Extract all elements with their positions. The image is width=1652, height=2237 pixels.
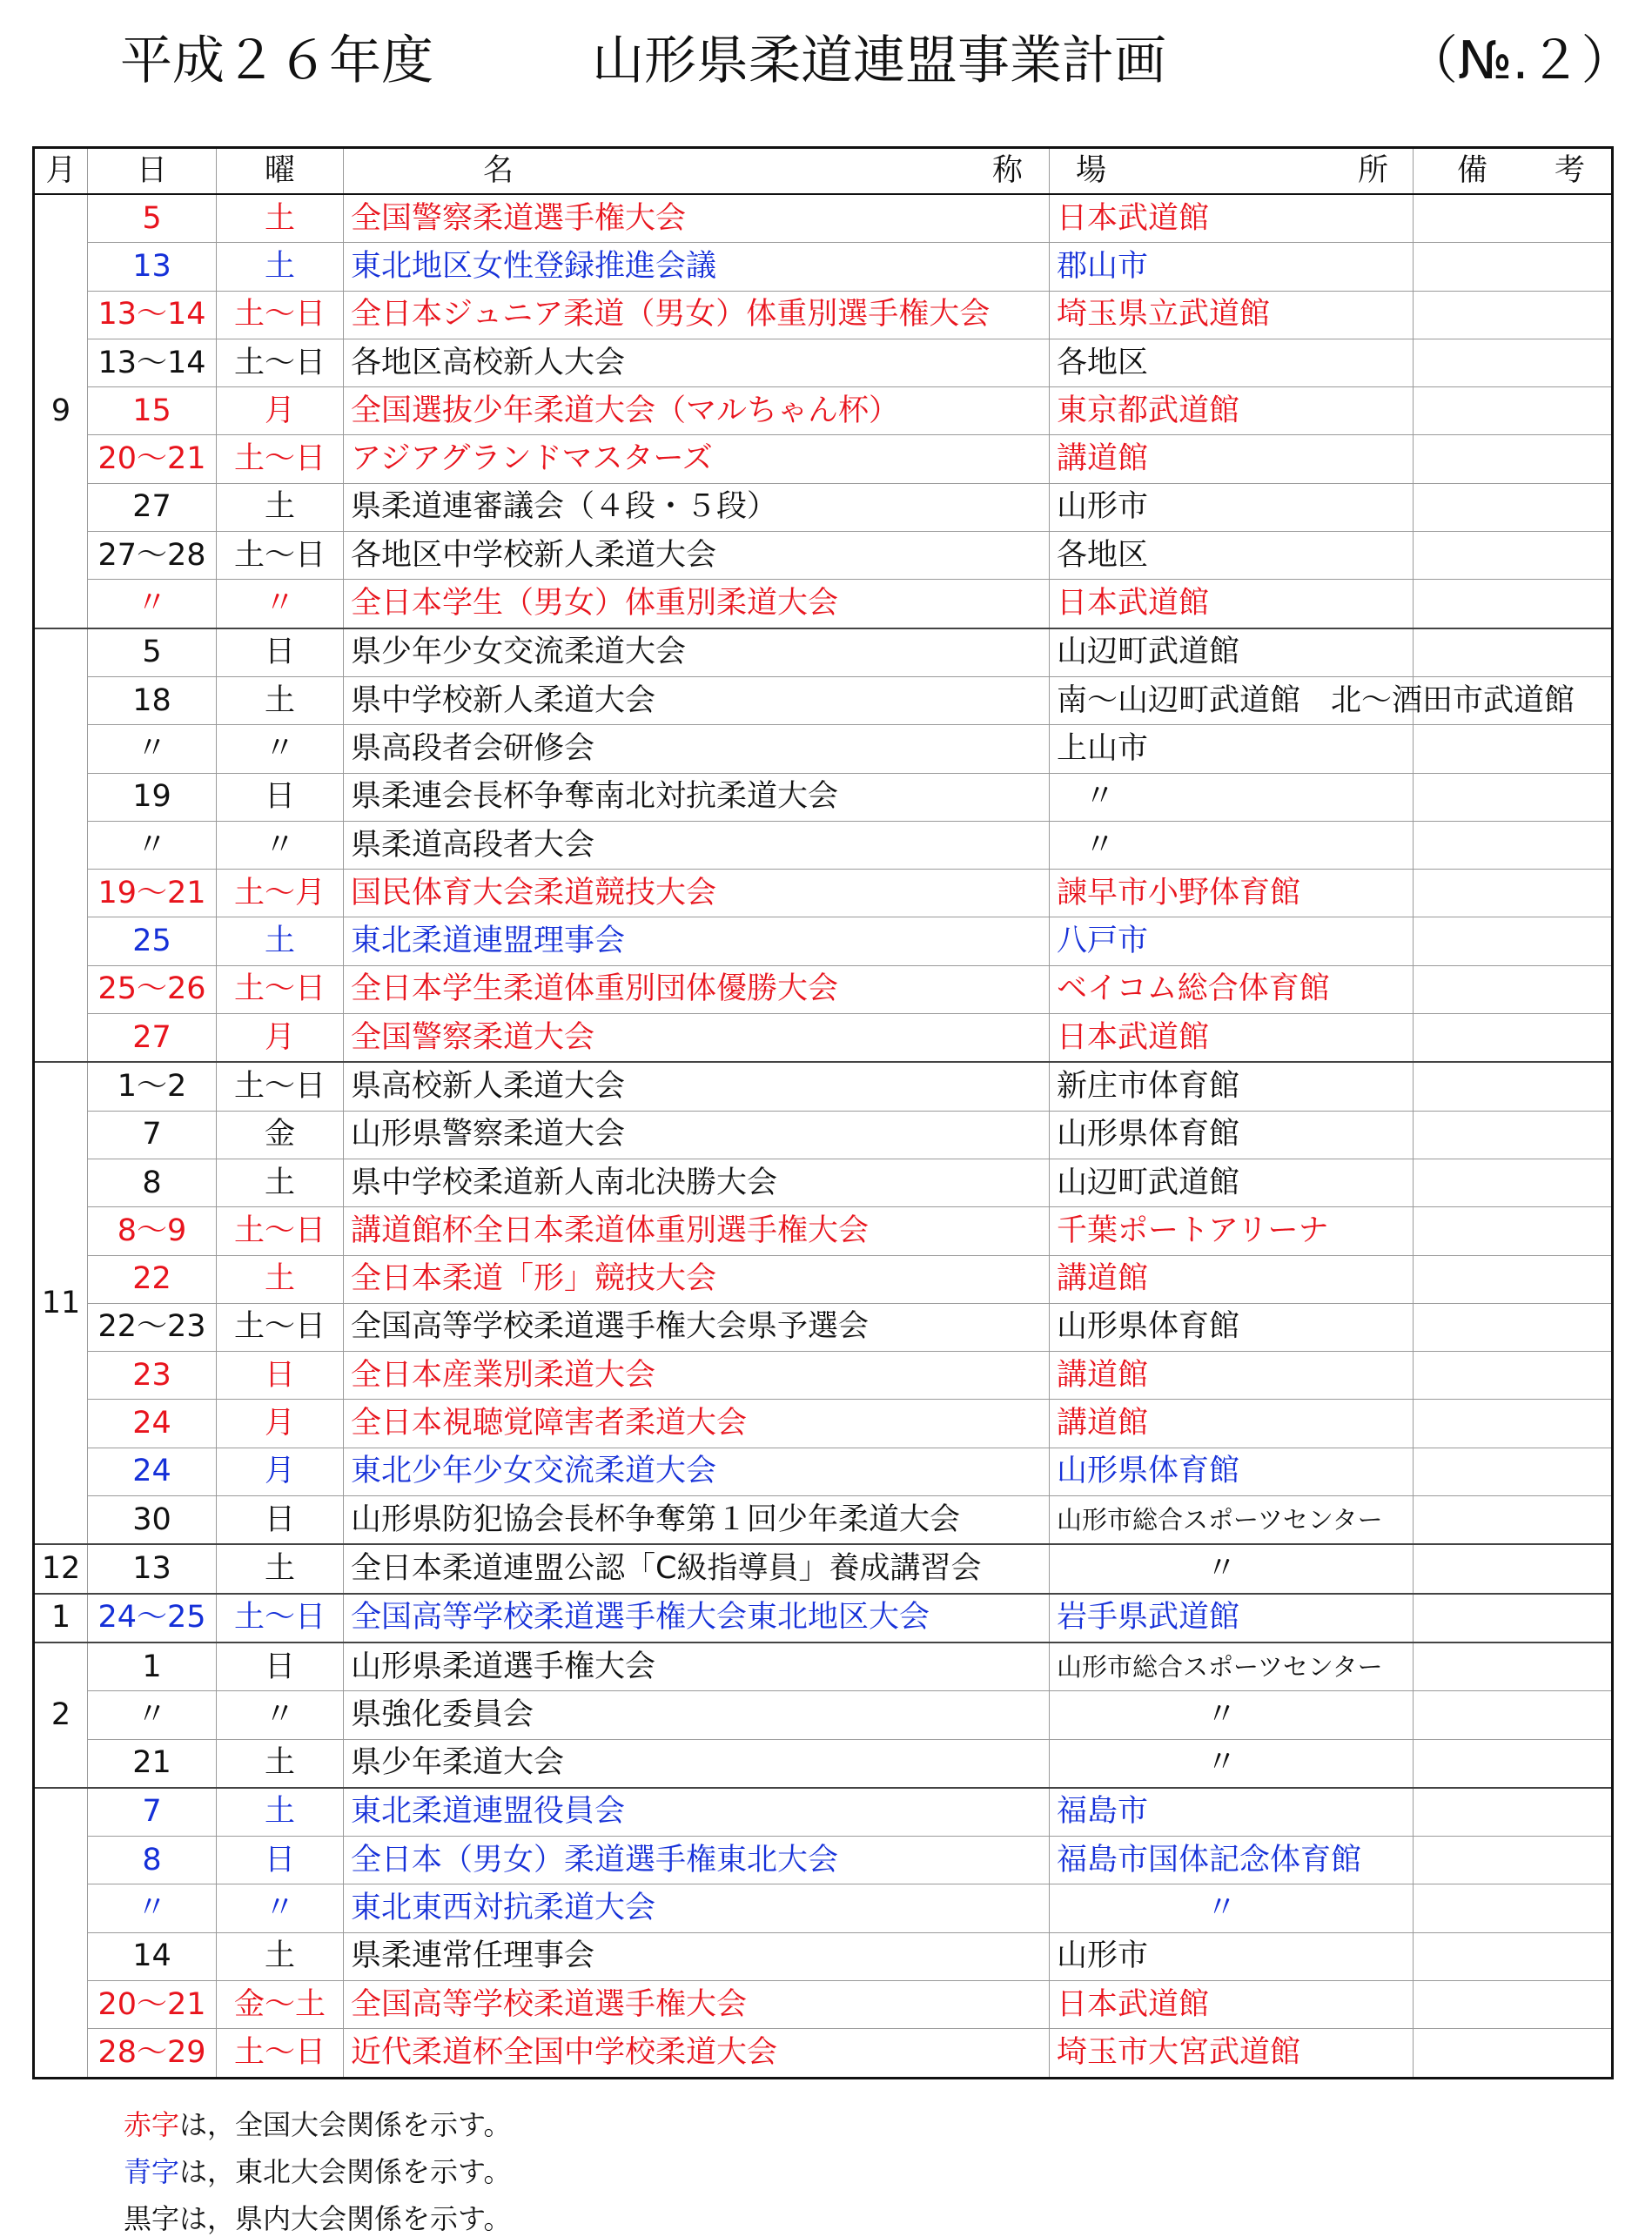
note-cell — [1414, 1207, 1613, 1255]
table-row — [34, 387, 1613, 435]
place-cell: 〃 — [1050, 1884, 1414, 1932]
place-cell: 埼玉市大宮武道館 — [1050, 2029, 1414, 2078]
note-cell — [1414, 1642, 1613, 1691]
note-cell — [1414, 1448, 1613, 1495]
weekday-cell: 日 — [217, 1496, 344, 1545]
note-cell — [1414, 1837, 1613, 1884]
table-row — [34, 725, 1613, 773]
event-name-cell: 山形県柔道選手権大会 — [344, 1642, 1050, 1691]
weekday-cell: 月 — [217, 1400, 344, 1448]
place-cell: 郡山市 — [1050, 243, 1414, 291]
note-cell — [1414, 1739, 1613, 1788]
place-cell: 千葉ポートアリーナ — [1050, 1207, 1414, 1255]
day-cell: 13〜14 — [88, 339, 217, 386]
event-name-cell: 東北柔道連盟役員会 — [344, 1788, 1050, 1837]
day-cell: 24〜25 — [88, 1594, 217, 1642]
weekday-cell: 土 — [217, 1159, 344, 1206]
header-day: 日 — [88, 148, 217, 195]
note-cell — [1414, 1159, 1613, 1206]
weekday-cell: 〃 — [217, 580, 344, 628]
day-cell: 13〜14 — [88, 291, 217, 339]
day-cell: 21 — [88, 1739, 217, 1788]
day-cell: 1 — [88, 1642, 217, 1691]
weekday-cell: 土 — [217, 917, 344, 965]
weekday-cell: 〃 — [217, 725, 344, 773]
place-cell: 山形市総合スポーツセンター — [1050, 1496, 1414, 1545]
table-row — [34, 1739, 1613, 1788]
place-cell: 上山市 — [1050, 725, 1414, 773]
event-name-cell: 各地区高校新人大会 — [344, 339, 1050, 386]
event-name-cell: 県少年柔道大会 — [344, 1739, 1050, 1788]
event-name-cell: 全日本視聴覚障害者柔道大会 — [344, 1400, 1050, 1448]
table-header-row — [34, 148, 1613, 195]
table-row — [34, 1062, 1613, 1111]
day-cell: 5 — [88, 628, 217, 677]
note-cell — [1414, 243, 1613, 291]
table-row — [34, 1544, 1613, 1593]
place-cell: 山形県体育館 — [1050, 1303, 1414, 1351]
table-row — [34, 339, 1613, 386]
event-name-cell: 全日本柔道「形」競技大会 — [344, 1255, 1050, 1303]
note-cell — [1414, 1496, 1613, 1545]
legend-key: 黒字 — [124, 2202, 180, 2235]
place-cell: 日本武道館 — [1050, 580, 1414, 628]
weekday-cell: 土 — [217, 1544, 344, 1593]
note-cell — [1414, 1544, 1613, 1593]
day-cell: 22〜23 — [88, 1303, 217, 1351]
note-cell — [1414, 2029, 1613, 2078]
day-cell: 〃 — [88, 580, 217, 628]
place-cell: 山形市総合スポーツセンター — [1050, 1642, 1414, 1691]
table-row — [34, 1400, 1613, 1448]
page-number-label: （№.２） — [1406, 30, 1634, 91]
table-row — [34, 821, 1613, 869]
day-cell: 7 — [88, 1788, 217, 1837]
weekday-cell: 土 — [217, 483, 344, 531]
header-weekday: 曜 — [217, 148, 344, 195]
day-cell: 19〜21 — [88, 870, 217, 917]
day-cell: 19 — [88, 773, 217, 821]
place-cell: 山形市 — [1050, 483, 1414, 531]
note-cell — [1414, 628, 1613, 677]
table-row — [34, 1788, 1613, 1837]
day-cell: 23 — [88, 1352, 217, 1400]
table-row — [34, 1642, 1613, 1691]
weekday-cell: 土 — [217, 1739, 344, 1788]
weekday-cell: 土〜日 — [217, 1062, 344, 1111]
note-cell — [1414, 1400, 1613, 1448]
note-cell — [1414, 483, 1613, 531]
place-cell: 〃 — [1050, 821, 1414, 869]
table-row — [34, 1014, 1613, 1063]
event-name-cell: 県高段者会研修会 — [344, 725, 1050, 773]
legend-key: 赤字 — [124, 2108, 180, 2141]
table-row — [34, 1255, 1613, 1303]
event-name-cell: 全国高等学校柔道選手権大会東北地区大会 — [344, 1594, 1050, 1642]
legend-national — [124, 2103, 511, 2143]
schedule-body — [34, 194, 1613, 2078]
weekday-cell: 日 — [217, 1352, 344, 1400]
page-title-row — [0, 24, 1652, 111]
day-cell: 28〜29 — [88, 2029, 217, 2078]
table-row — [34, 1111, 1613, 1159]
month-cell — [34, 1788, 88, 2078]
weekday-cell: 金 — [217, 1111, 344, 1159]
day-cell: 15 — [88, 387, 217, 435]
note-cell — [1414, 1932, 1613, 1980]
legend-text: は，県内大会関係を示す。 — [179, 2202, 512, 2235]
header-month: 月 — [34, 148, 88, 195]
place-cell: 日本武道館 — [1050, 194, 1414, 243]
event-name-cell: 県高校新人柔道大会 — [344, 1062, 1050, 1111]
weekday-cell: 〃 — [217, 1691, 344, 1739]
place-cell: 山形県体育館 — [1050, 1111, 1414, 1159]
place-cell: 講道館 — [1050, 1400, 1414, 1448]
event-name-cell: 東北柔道連盟理事会 — [344, 917, 1050, 965]
month-cell: 2 — [34, 1642, 88, 1788]
event-name-cell: 県柔連会長杯争奪南北対抗柔道大会 — [344, 773, 1050, 821]
table-row — [34, 676, 1613, 724]
legend-text: は，東北大会関係を示す。 — [179, 2155, 512, 2188]
place-cell: 東京都武道館 — [1050, 387, 1414, 435]
day-cell: 27 — [88, 1014, 217, 1063]
place-cell: 福島市 — [1050, 1788, 1414, 1837]
note-cell — [1414, 1303, 1613, 1351]
weekday-cell: 土 — [217, 1255, 344, 1303]
note-cell — [1414, 435, 1613, 483]
weekday-cell: 土〜日 — [217, 2029, 344, 2078]
day-cell: 24 — [88, 1400, 217, 1448]
place-cell: ベイコム総合体育館 — [1050, 965, 1414, 1013]
day-cell: 13 — [88, 243, 217, 291]
table-row — [34, 1594, 1613, 1642]
day-cell: 30 — [88, 1496, 217, 1545]
header-place: 場 所 — [1050, 148, 1414, 195]
weekday-cell: 土〜日 — [217, 339, 344, 386]
event-name-cell: 全日本（男女）柔道選手権東北大会 — [344, 1837, 1050, 1884]
note-cell — [1414, 291, 1613, 339]
event-name-cell: 全日本柔道連盟公認「C級指導員」養成講習会 — [344, 1544, 1050, 1593]
place-cell: 講道館 — [1050, 435, 1414, 483]
day-cell: 20〜21 — [88, 1980, 217, 2028]
table-row — [34, 435, 1613, 483]
note-cell — [1414, 532, 1613, 580]
weekday-cell: 〃 — [217, 1884, 344, 1932]
event-name-cell: 東北少年少女交流柔道大会 — [344, 1448, 1050, 1495]
weekday-cell: 日 — [217, 1837, 344, 1884]
weekday-cell: 土〜日 — [217, 291, 344, 339]
event-name-cell: 山形県防犯協会長杯争奪第１回少年柔道大会 — [344, 1496, 1050, 1545]
weekday-cell: 土〜日 — [217, 965, 344, 1013]
fiscal-year-title: 平成２６年度 — [120, 30, 433, 91]
note-cell — [1414, 821, 1613, 869]
day-cell: 13 — [88, 1544, 217, 1593]
weekday-cell: 土〜日 — [217, 1207, 344, 1255]
day-cell: 27 — [88, 483, 217, 531]
event-name-cell: 全日本ジュニア柔道（男女）体重別選手権大会 — [344, 291, 1050, 339]
weekday-cell: 月 — [217, 1448, 344, 1495]
note-cell — [1414, 1062, 1613, 1111]
table-row — [34, 1159, 1613, 1206]
note-cell — [1414, 725, 1613, 773]
event-name-cell: 東北地区女性登録推進会議 — [344, 243, 1050, 291]
event-name-cell: 県少年少女交流柔道大会 — [344, 628, 1050, 677]
month-cell: 1 — [34, 1594, 88, 1642]
table-row — [34, 917, 1613, 965]
place-cell: 〃 — [1050, 1691, 1414, 1739]
month-cell: 9 — [34, 194, 88, 628]
day-cell: 25 — [88, 917, 217, 965]
table-row — [34, 628, 1613, 677]
event-name-cell: 県中学校柔道新人南北決勝大会 — [344, 1159, 1050, 1206]
table-row — [34, 1448, 1613, 1495]
legend-key: 青字 — [124, 2155, 180, 2188]
note-cell — [1414, 1255, 1613, 1303]
event-name-cell: 県柔道高段者大会 — [344, 821, 1050, 869]
note-cell — [1414, 1788, 1613, 1837]
table-row — [34, 965, 1613, 1013]
header-note: 備 考 — [1414, 148, 1613, 195]
note-cell — [1414, 1352, 1613, 1400]
day-cell: 24 — [88, 1448, 217, 1495]
place-cell: 各地区 — [1050, 339, 1414, 386]
event-name-cell: 全国警察柔道選手権大会 — [344, 194, 1050, 243]
note-cell — [1414, 580, 1613, 628]
event-name-cell: 東北東西対抗柔道大会 — [344, 1884, 1050, 1932]
place-cell: 八戸市 — [1050, 917, 1414, 965]
day-cell: 〃 — [88, 1884, 217, 1932]
event-name-cell: 全国警察柔道大会 — [344, 1014, 1050, 1063]
weekday-cell: 土〜日 — [217, 532, 344, 580]
place-cell: 講道館 — [1050, 1352, 1414, 1400]
day-cell: 27〜28 — [88, 532, 217, 580]
day-cell: 1〜2 — [88, 1062, 217, 1111]
table-row — [34, 1496, 1613, 1545]
place-cell: 新庄市体育館 — [1050, 1062, 1414, 1111]
month-cell: 11 — [34, 1062, 88, 1544]
table-row — [34, 1207, 1613, 1255]
event-name-cell: アジアグランドマスターズ — [344, 435, 1050, 483]
weekday-cell: 土〜日 — [217, 1594, 344, 1642]
day-cell: 14 — [88, 1932, 217, 1980]
weekday-cell: 日 — [217, 628, 344, 677]
table-row — [34, 1691, 1613, 1739]
table-row — [34, 483, 1613, 531]
place-cell: 講道館 — [1050, 1255, 1414, 1303]
event-name-cell: 近代柔道杯全国中学校柔道大会 — [344, 2029, 1050, 2078]
place-cell: 山形市 — [1050, 1932, 1414, 1980]
event-name-cell: 講道館杯全日本柔道体重別選手権大会 — [344, 1207, 1050, 1255]
note-cell — [1414, 1980, 1613, 2028]
place-cell: 〃 — [1050, 1739, 1414, 1788]
table-row — [34, 1932, 1613, 1980]
day-cell: 〃 — [88, 1691, 217, 1739]
day-cell: 〃 — [88, 725, 217, 773]
table-row — [34, 773, 1613, 821]
legend-tohoku — [124, 2150, 511, 2190]
header-name: 名 称 — [344, 148, 1050, 195]
weekday-cell: 日 — [217, 773, 344, 821]
table-row — [34, 532, 1613, 580]
day-cell: 8〜9 — [88, 1207, 217, 1255]
weekday-cell: 土 — [217, 243, 344, 291]
weekday-cell: 日 — [217, 1642, 344, 1691]
place-cell: 各地区 — [1050, 532, 1414, 580]
weekday-cell: 土〜月 — [217, 870, 344, 917]
table-row — [34, 1837, 1613, 1884]
schedule-table — [32, 146, 1614, 2079]
place-cell: 埼玉県立武道館 — [1050, 291, 1414, 339]
weekday-cell: 土 — [217, 676, 344, 724]
table-row — [34, 243, 1613, 291]
note-cell — [1414, 1691, 1613, 1739]
day-cell: 8 — [88, 1837, 217, 1884]
note-cell — [1414, 387, 1613, 435]
table-row — [34, 1980, 1613, 2028]
day-cell: 25〜26 — [88, 965, 217, 1013]
event-name-cell: 全国選抜少年柔道大会（マルちゃん杯） — [344, 387, 1050, 435]
event-name-cell: 全日本産業別柔道大会 — [344, 1352, 1050, 1400]
event-name-cell: 全日本学生柔道体重別団体優勝大会 — [344, 965, 1050, 1013]
weekday-cell: 月 — [217, 387, 344, 435]
weekday-cell: 土〜日 — [217, 435, 344, 483]
place-cell: 日本武道館 — [1050, 1014, 1414, 1063]
day-cell: 7 — [88, 1111, 217, 1159]
month-cell — [34, 628, 88, 1063]
table-row — [34, 870, 1613, 917]
note-cell — [1414, 1111, 1613, 1159]
day-cell: 20〜21 — [88, 435, 217, 483]
table-row — [34, 291, 1613, 339]
day-cell: 22 — [88, 1255, 217, 1303]
table-row — [34, 2029, 1613, 2078]
note-cell — [1414, 965, 1613, 1013]
place-cell: 山辺町武道館 — [1050, 628, 1414, 677]
place-cell: 日本武道館 — [1050, 1980, 1414, 2028]
legend-prefecture — [124, 2197, 511, 2237]
table-row — [34, 1352, 1613, 1400]
event-name-cell: 県中学校新人柔道大会 — [344, 676, 1050, 724]
weekday-cell: 〃 — [217, 821, 344, 869]
place-cell: 福島市国体記念体育館 — [1050, 1837, 1414, 1884]
day-cell: 18 — [88, 676, 217, 724]
table-row — [34, 580, 1613, 628]
weekday-cell: 金〜土 — [217, 1980, 344, 2028]
weekday-cell: 土 — [217, 1788, 344, 1837]
place-cell: 〃 — [1050, 773, 1414, 821]
day-cell: 8 — [88, 1159, 217, 1206]
event-name-cell: 県強化委員会 — [344, 1691, 1050, 1739]
legend-text: は，全国大会関係を示す。 — [179, 2108, 512, 2141]
weekday-cell: 月 — [217, 1014, 344, 1063]
month-cell: 12 — [34, 1544, 88, 1593]
note-cell — [1414, 917, 1613, 965]
note-cell — [1414, 870, 1613, 917]
note-cell — [1414, 194, 1613, 243]
note-cell — [1414, 773, 1613, 821]
event-name-cell: 国民体育大会柔道競技大会 — [344, 870, 1050, 917]
note-cell — [1414, 339, 1613, 386]
note-cell — [1414, 1884, 1613, 1932]
place-cell: 山辺町武道館 — [1050, 1159, 1414, 1206]
event-name-cell: 県柔道連審議会（４段・５段） — [344, 483, 1050, 531]
page-title: 山形県柔道連盟事業計画 — [592, 30, 1166, 91]
day-cell: 〃 — [88, 821, 217, 869]
table-row — [34, 194, 1613, 243]
note-cell — [1414, 1014, 1613, 1063]
weekday-cell: 土 — [217, 194, 344, 243]
place-cell: 南〜山辺町武道館 北〜酒田市武道館 — [1050, 676, 1414, 724]
event-name-cell: 各地区中学校新人柔道大会 — [344, 532, 1050, 580]
event-name-cell: 全国高等学校柔道選手権大会県予選会 — [344, 1303, 1050, 1351]
place-cell: 山形県体育館 — [1050, 1448, 1414, 1495]
table-row — [34, 1303, 1613, 1351]
place-cell: 〃 — [1050, 1544, 1414, 1593]
weekday-cell: 土 — [217, 1932, 344, 1980]
day-cell: 5 — [88, 194, 217, 243]
table-row — [34, 1884, 1613, 1932]
event-name-cell: 山形県警察柔道大会 — [344, 1111, 1050, 1159]
place-cell: 岩手県武道館 — [1050, 1594, 1414, 1642]
event-name-cell: 全日本学生（男女）体重別柔道大会 — [344, 580, 1050, 628]
event-name-cell: 県柔連常任理事会 — [344, 1932, 1050, 1980]
place-cell: 諫早市小野体育館 — [1050, 870, 1414, 917]
weekday-cell: 土〜日 — [217, 1303, 344, 1351]
event-name-cell: 全国高等学校柔道選手権大会 — [344, 1980, 1050, 2028]
note-cell — [1414, 1594, 1613, 1642]
